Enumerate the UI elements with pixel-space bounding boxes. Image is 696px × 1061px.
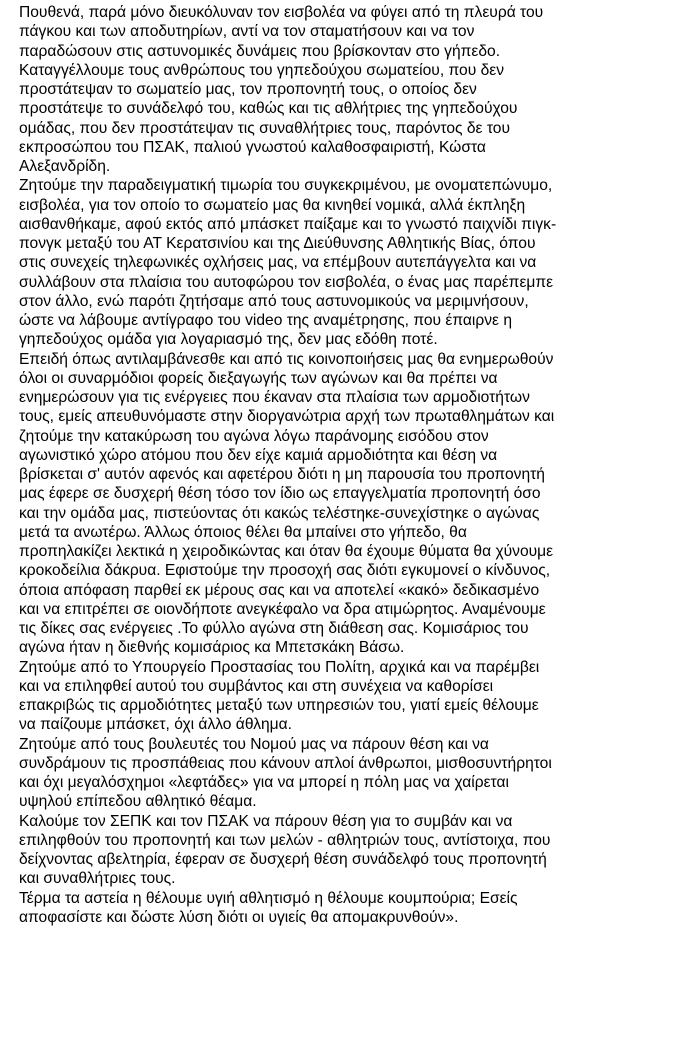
text-line: τους, εμείς απευθυνόμαστε στην διοργανώτρια αρχή των πρωταθλημάτων και	[19, 408, 555, 426]
text-line: και συναθλήτριες τους.	[19, 870, 176, 888]
text-line: επακριβώς τις αρμοδιότητες μεταξύ των υπηρεσιών του, γιατί εμείς θέλουμε	[19, 697, 539, 714]
text-line: αγώνα ήταν η διεθνής κομισάριος κα Μπετσκάκη Βάσω.	[19, 639, 405, 657]
text-line: προστάτεψαν το σωματείο μας, τον προπονητή τους, ο οποίος δεν	[19, 81, 477, 98]
text-line: Πουθενά, παρά μόνο διευκόλυναν τον εισβολέα να φύγει από τη πλευρά του	[19, 4, 544, 21]
text-line: μετά τα ανωτέρω. Άλλως όποιος θέλει θα μπαίνει στο γήπεδο, θα	[19, 523, 467, 541]
text-line: Ζητούμε από τους βουλευτές του Νομού μας να πάρουν θέση και να	[19, 735, 489, 753]
text-line: παραδώσουν στις αστυνομικές δυνάμεις που βρίσκονταν στο γήπεδο.	[19, 42, 501, 60]
text-line: βρίσκεται σ' αυτόν αφενός και αφετέρου διότι η μη παρουσία του προπονητή	[19, 466, 545, 483]
text-line: ομάδας, που δεν προστάτεψαν τις συναθλήτριες τους, παρόντος δε του	[19, 119, 510, 137]
text-line: πάγκου και των αποδυτηρίων, αντί να τον σταματήσουν και να τον	[19, 23, 475, 41]
text-line: αποφασίστε και δώστε λύση διότι οι υγιείς θα απομακρυνθούν».	[19, 908, 459, 926]
text-line: κροκοδείλια δάκρυα. Εφιστούμε την προσοχή σας διότι εγκυμονεί ο κίνδυνος,	[19, 562, 551, 580]
text-line: αγωνιστικό χώρο ατόμου που δεν είχε καμιά αρμοδιότητα και θέση να	[19, 446, 498, 464]
text-line: προστάτεψε το συνάδελφό του, καθώς και τις αθλήτριες της γηπεδούχου	[19, 100, 518, 118]
text-line: Ζητούμε από το Υπουργείο Προστασίας του Πολίτη, αρχικά και να παρέμβει	[19, 658, 540, 676]
text-line: εκπροσώπου του ΠΣΑΚ, παλιού γνωστού καλαθοσφαιριστή, Κώστα	[19, 138, 486, 156]
text-line: επιληφθούν του προπονητή και των μελών - αθλητριών τους, αντίστοιχα, που	[19, 831, 551, 849]
text-line: Καλούμε τον ΣΕΠΚ και τον ΠΣΑΚ να πάρουν θέση για το συμβάν και να	[19, 812, 513, 830]
text-line: Τέρμα τα αστεία η θέλουμε υγιή αθλητισμό η θέλουμε κουμπούρια; Εσείς	[19, 889, 518, 907]
text-line: συλλάβουν στα πλαίσια του αυτοφώρου τον εισβολέα, ο ένας μας παρέπεμπε	[19, 273, 554, 291]
text-line: και να επιληφθεί αυτού του συμβάντος και στη συνέχεια να καθορίσει	[19, 677, 494, 695]
text-line: ώστε να λάβουμε αντίγραφο του video της αναμέτρησης, που έπαιρνε η	[19, 312, 513, 329]
text-line: Αλεξανδρίδη.	[19, 158, 111, 175]
text-line: προπηλακίζει λεκτικά η χειροδικώντας και όταν θα έχουμε θύματα θα χύνουμε	[19, 543, 554, 560]
text-line: στον άλλο, ενώ παρότι ζητήσαμε από τους αστυνομικούς να μεριμνήσουν,	[19, 292, 529, 310]
text-line: Ζητούμε την παραδειγματική τιμωρία του συγκεκριμένου, με ονοματεπώνυμο,	[19, 177, 553, 195]
text-line: και να επιτρέπει σε οιονδήποτε ανεγκέφαλο να δρα ατιμώρητος. Αναμένουμε	[19, 600, 546, 618]
document-body	[19, 3, 679, 927]
text-line: να παίζουμε μπάσκετ, όχι άλλο άθλημα.	[19, 716, 293, 734]
text-line: και όχι μεγαλόσχημοι «λεφτάδες» για να μπορεί η πόλη μας να χαίρεται	[19, 774, 509, 791]
text-line: όλοι οι συναρμόδιοι φορείς διεξαγωγής των αγώνων και θα πρέπει να	[19, 369, 498, 387]
text-line: Καταγγέλλουμε τους ανθρώπους του γηπεδούχου σωματείου, που δεν	[19, 61, 505, 79]
text-line: στις συνεχείς τηλεφωνικές οχλήσεις μας, να επέμβουν αυτεπάγγελτα και να	[19, 254, 537, 272]
text-line: εισβολέα, για τον οποίο το σωματείο μας θα κινηθεί νομικά, αλλά έκπληξη	[19, 196, 526, 214]
text-line: αισθανθήκαμε, αφού εκτός από μπάσκετ παίξαμε και το γνωστό παιχνίδι πιγκ-	[19, 215, 557, 233]
text-line: Επειδή όπως αντιλαμβάνεσθε και από τις κοινοποιήσεις μας θα ενημερωθούν	[19, 350, 554, 368]
text-line: ζητούμε την κατακύρωση του αγώνα λόγω παράνομης εισόδου στον	[19, 427, 489, 445]
text-line: πονγκ μεταξύ του ΑΤ Κερατσινίου και της Διεύθυνσης Αθλητικής Βίας, όπου	[19, 235, 536, 252]
text-line: μας έφερε σε δυσχερή θέση τόσο τον ίδιο ως επαγγελματία προπονητή όσο	[19, 485, 541, 503]
text-line: δείχνοντας αβελτηρία, έφεραν σε δυσχερή θέση συνάδελφό τους προπονητή	[19, 851, 547, 868]
text-line: υψηλού επίπεδου αθλητικό θέαμα.	[19, 793, 257, 811]
text-line: ενημερώσουν για τις ενέργειες που έκαναν στα πλαίσια των αρμοδιοτήτων	[19, 389, 530, 406]
text-line: και την ομάδα μας, πιστεύοντας ότι κακώς τελέστηκε-συνεχίστηκε ο αγώνας	[19, 504, 540, 522]
text-line: τις δίκες σας ενέργειες .Το φύλλο αγώνα στη διάθεση σας. Κομισάριος του	[19, 620, 529, 637]
text-line: συνδράμουν τις προσπάθειας που κάνουν απλοί άνθρωποι, μισθοσυντήρητοι	[19, 754, 552, 772]
text-line: όποια απόφαση παρθεί εκ μέρους σας και να αποτελεί «κακό» δεδικασμένο	[19, 581, 540, 599]
text-line: γηπεδούχος ομάδα για λογαριασμό της, δεν μας εδόθη ποτέ.	[19, 331, 438, 349]
